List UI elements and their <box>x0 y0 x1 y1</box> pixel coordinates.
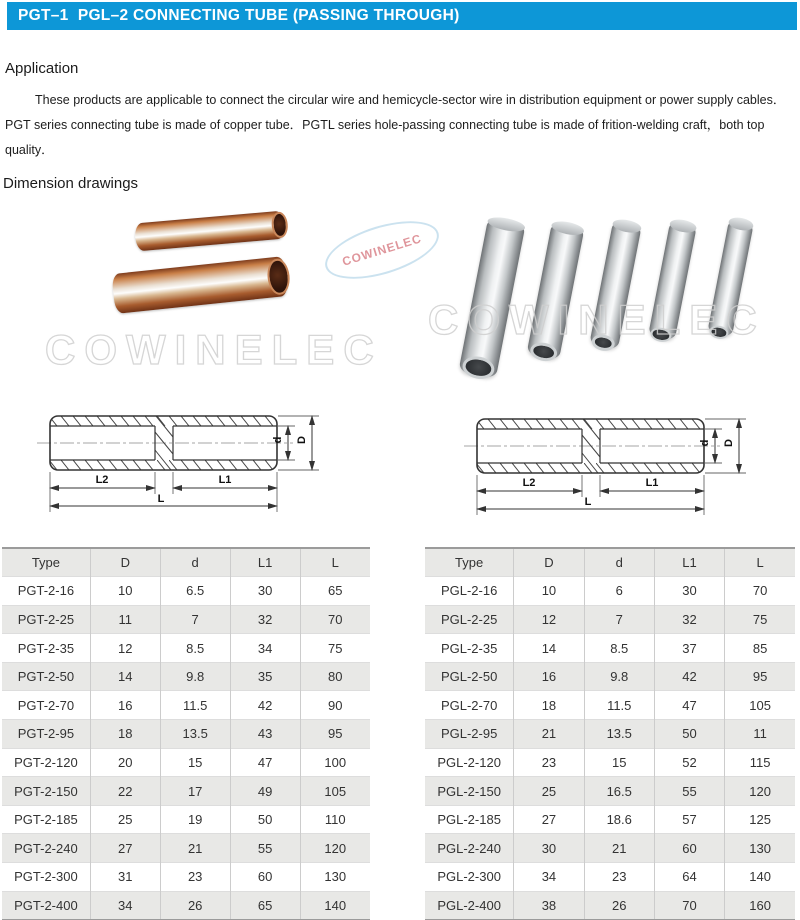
table-row <box>425 634 795 663</box>
table-cell: 70 <box>654 891 724 920</box>
table-cell: PGL-2-35 <box>440 640 498 656</box>
table-cell: PGT-2-185 <box>14 812 78 828</box>
dim-label-l: L <box>157 493 165 505</box>
dim-label-l2: L2 <box>95 474 109 486</box>
tube-top-face <box>550 219 585 237</box>
tube-bore <box>271 211 289 238</box>
table-cell: 75 <box>300 634 370 663</box>
table-cell: PGL-2-240 <box>437 840 501 856</box>
table-cell: PGT-2-35 <box>17 640 75 656</box>
table-cell: 34 <box>90 891 160 920</box>
table-cell: PGT-2-16 <box>17 583 75 599</box>
application-heading: Application <box>5 60 79 77</box>
copper-tube-image <box>111 256 288 314</box>
page-title-bar <box>7 2 797 30</box>
tube-top-face <box>669 218 698 235</box>
table-cell: 10 <box>514 577 584 606</box>
table-cell: 18 <box>514 691 584 720</box>
dim-label-l2: L2 <box>522 477 536 489</box>
table-cell: 140 <box>725 863 795 892</box>
table-cell: 25 <box>90 805 160 834</box>
table-cell: PGT-2-95 <box>17 726 75 742</box>
dim-label-d: d <box>699 439 711 447</box>
table-cell: 18 <box>90 720 160 749</box>
table-cell: 18.6 <box>584 805 654 834</box>
column-header: Type <box>31 555 60 571</box>
table-cell: 22 <box>90 777 160 806</box>
table-cell: 105 <box>725 691 795 720</box>
dim-label-l: L <box>584 496 592 508</box>
pgt-spec-table <box>2 547 370 920</box>
table-row <box>425 577 795 606</box>
table-cell: 12 <box>514 605 584 634</box>
table-cell: 26 <box>160 891 230 920</box>
table-header-row <box>425 548 795 577</box>
table-cell: PGT-2-120 <box>14 754 78 770</box>
table-cell: 6 <box>584 577 654 606</box>
table-cell: 23 <box>584 863 654 892</box>
column-header: D <box>90 548 160 577</box>
table-cell: 105 <box>300 777 370 806</box>
dim-label-d: d <box>272 436 284 444</box>
table-cell: 34 <box>514 863 584 892</box>
table-row <box>2 577 370 606</box>
table-cell: 120 <box>725 777 795 806</box>
dim-label-l1: L1 <box>218 474 232 486</box>
table-cell: 110 <box>300 805 370 834</box>
table-row <box>2 720 370 749</box>
column-header: d <box>160 548 230 577</box>
table-cell: 100 <box>300 748 370 777</box>
table-cell: 16 <box>90 691 160 720</box>
table-cell: 7 <box>160 605 230 634</box>
table-row <box>425 777 795 806</box>
table-row <box>425 605 795 634</box>
table-row <box>425 834 795 863</box>
table-row <box>2 777 370 806</box>
table-cell: 42 <box>230 691 300 720</box>
table-cell: 38 <box>514 891 584 920</box>
table-cell: 8.5 <box>160 634 230 663</box>
table-cell: 23 <box>514 748 584 777</box>
copper-tube-image <box>134 211 286 252</box>
dim-label-D: D <box>723 439 735 447</box>
table-row <box>2 691 370 720</box>
table-cell: 140 <box>300 891 370 920</box>
table-cell: 50 <box>230 805 300 834</box>
table-cell: 70 <box>300 605 370 634</box>
table-cell: 21 <box>584 834 654 863</box>
table-cell: 27 <box>514 805 584 834</box>
brand-watermark: COWINELEC <box>428 296 766 343</box>
pgt-product-photo <box>105 205 340 320</box>
table-row <box>425 805 795 834</box>
table-cell: 26 <box>584 891 654 920</box>
table-cell: 15 <box>160 748 230 777</box>
table-cell: 125 <box>725 805 795 834</box>
table-cell: 52 <box>654 748 724 777</box>
table-row <box>2 891 370 920</box>
table-cell: 95 <box>725 662 795 691</box>
table-cell: 70 <box>725 577 795 606</box>
table-cell: PGL-2-95 <box>440 726 498 742</box>
table-cell: 65 <box>230 891 300 920</box>
table-cell: 50 <box>654 720 724 749</box>
pgl-dimension-drawing <box>452 405 752 530</box>
table-cell: 35 <box>230 662 300 691</box>
table-cell: PGT-2-70 <box>17 697 75 713</box>
table-cell: 20 <box>90 748 160 777</box>
table-row <box>425 748 795 777</box>
table-row <box>2 863 370 892</box>
table-cell: PGL-2-16 <box>440 583 498 599</box>
table-cell: 47 <box>654 691 724 720</box>
table-cell: 60 <box>654 834 724 863</box>
tube-top-face <box>487 215 527 234</box>
table-cell: 55 <box>230 834 300 863</box>
pgl-spec-table <box>425 547 795 920</box>
table-row <box>2 605 370 634</box>
column-header: L <box>300 548 370 577</box>
table-cell: 32 <box>654 605 724 634</box>
tube-top-face <box>612 217 643 234</box>
table-cell: 43 <box>230 720 300 749</box>
table-cell: 60 <box>230 863 300 892</box>
table-row <box>425 720 795 749</box>
table-cell: 37 <box>654 634 724 663</box>
table-cell: PGT-2-150 <box>14 783 78 799</box>
table-cell: PGT-2-240 <box>14 840 78 856</box>
table-cell: 30 <box>230 577 300 606</box>
table-cell: PGL-2-150 <box>437 783 501 799</box>
column-header: L <box>725 548 795 577</box>
table-cell: 7 <box>584 605 654 634</box>
table-cell: 90 <box>300 691 370 720</box>
table-cell: 31 <box>90 863 160 892</box>
table-cell: 47 <box>230 748 300 777</box>
table-cell: 130 <box>725 834 795 863</box>
tube-top-face <box>728 216 755 233</box>
table-cell: 115 <box>725 748 795 777</box>
table-cell: 13.5 <box>160 720 230 749</box>
table-cell: 130 <box>300 863 370 892</box>
column-header: d <box>584 548 654 577</box>
table-row <box>2 748 370 777</box>
table-cell: 16 <box>514 662 584 691</box>
table-cell: PGL-2-185 <box>437 812 501 828</box>
table-cell: 15 <box>584 748 654 777</box>
table-cell: 80 <box>300 662 370 691</box>
brand-watermark: COWINELEC <box>45 326 383 373</box>
table-cell: 57 <box>654 805 724 834</box>
table-cell: 17 <box>160 777 230 806</box>
table-cell: 10 <box>90 577 160 606</box>
table-cell: 95 <box>300 720 370 749</box>
column-header: D <box>514 548 584 577</box>
table-row <box>425 662 795 691</box>
table-cell: 21 <box>160 834 230 863</box>
column-header: L1 <box>654 548 724 577</box>
table-cell: PGL-2-300 <box>437 869 501 885</box>
table-cell: PGL-2-400 <box>437 897 501 913</box>
table-cell: 11 <box>90 605 160 634</box>
table-cell: 11 <box>725 720 795 749</box>
table-cell: 25 <box>514 777 584 806</box>
table-cell: 85 <box>725 634 795 663</box>
table-cell: 160 <box>725 891 795 920</box>
table-cell: 65 <box>300 577 370 606</box>
column-header: L1 <box>230 548 300 577</box>
table-row <box>2 634 370 663</box>
table-row <box>425 891 795 920</box>
table-cell: 49 <box>230 777 300 806</box>
table-cell: PGL-2-50 <box>440 669 498 685</box>
table-cell: 75 <box>725 605 795 634</box>
table-cell: 13.5 <box>584 720 654 749</box>
table-cell: 23 <box>160 863 230 892</box>
table-cell: 19 <box>160 805 230 834</box>
table-row <box>425 863 795 892</box>
table-cell: 21 <box>514 720 584 749</box>
tube-bore <box>266 257 292 296</box>
application-body: These products are applicable to connect the circular wire and hemicycle-sector wire in distribution equipment or power supply cables．PGT series connecting tube is made of copper tube．PGTL series hole-passing connecting tube is made of frition-welding craft，both top quality． <box>5 93 786 157</box>
table-cell: 8.5 <box>584 634 654 663</box>
table-cell: 9.8 <box>584 662 654 691</box>
table-cell: PGT-2-400 <box>14 897 78 913</box>
page-title: PGT–1 PGL–2 CONNECTING TUBE (PASSING THROUGH) <box>18 7 460 24</box>
table-cell: 120 <box>300 834 370 863</box>
table-cell: 32 <box>230 605 300 634</box>
pgt-dimension-drawing <box>25 402 325 527</box>
table-cell: PGT-2-50 <box>17 669 75 685</box>
table-cell: PGL-2-70 <box>440 697 498 713</box>
table-cell: 27 <box>90 834 160 863</box>
table-cell: 55 <box>654 777 724 806</box>
table-cell: 16.5 <box>584 777 654 806</box>
column-header: Type <box>455 555 484 571</box>
tube-bore <box>461 354 497 382</box>
table-cell: 14 <box>90 662 160 691</box>
table-row <box>2 662 370 691</box>
table-row <box>2 805 370 834</box>
table-cell: 64 <box>654 863 724 892</box>
table-cell: 12 <box>90 634 160 663</box>
table-cell: 30 <box>514 834 584 863</box>
brand-logo-text: COWINELEC <box>340 231 424 269</box>
table-cell: 30 <box>654 577 724 606</box>
dim-label-D: D <box>296 436 308 444</box>
table-row <box>2 834 370 863</box>
table-cell: PGL-2-120 <box>437 754 501 770</box>
table-cell: 6.5 <box>160 577 230 606</box>
table-cell: PGT-2-300 <box>14 869 78 885</box>
table-cell: 14 <box>514 634 584 663</box>
table-row <box>425 691 795 720</box>
table-cell: 9.8 <box>160 662 230 691</box>
table-cell: 34 <box>230 634 300 663</box>
table-cell: 11.5 <box>160 691 230 720</box>
table-cell: 42 <box>654 662 724 691</box>
table-cell: PGT-2-25 <box>17 611 75 627</box>
table-cell: 11.5 <box>584 691 654 720</box>
table-cell: PGL-2-25 <box>440 611 498 627</box>
dimension-drawings-heading: Dimension drawings <box>3 175 139 192</box>
table-header-row <box>2 548 370 577</box>
dim-label-l1: L1 <box>645 477 659 489</box>
